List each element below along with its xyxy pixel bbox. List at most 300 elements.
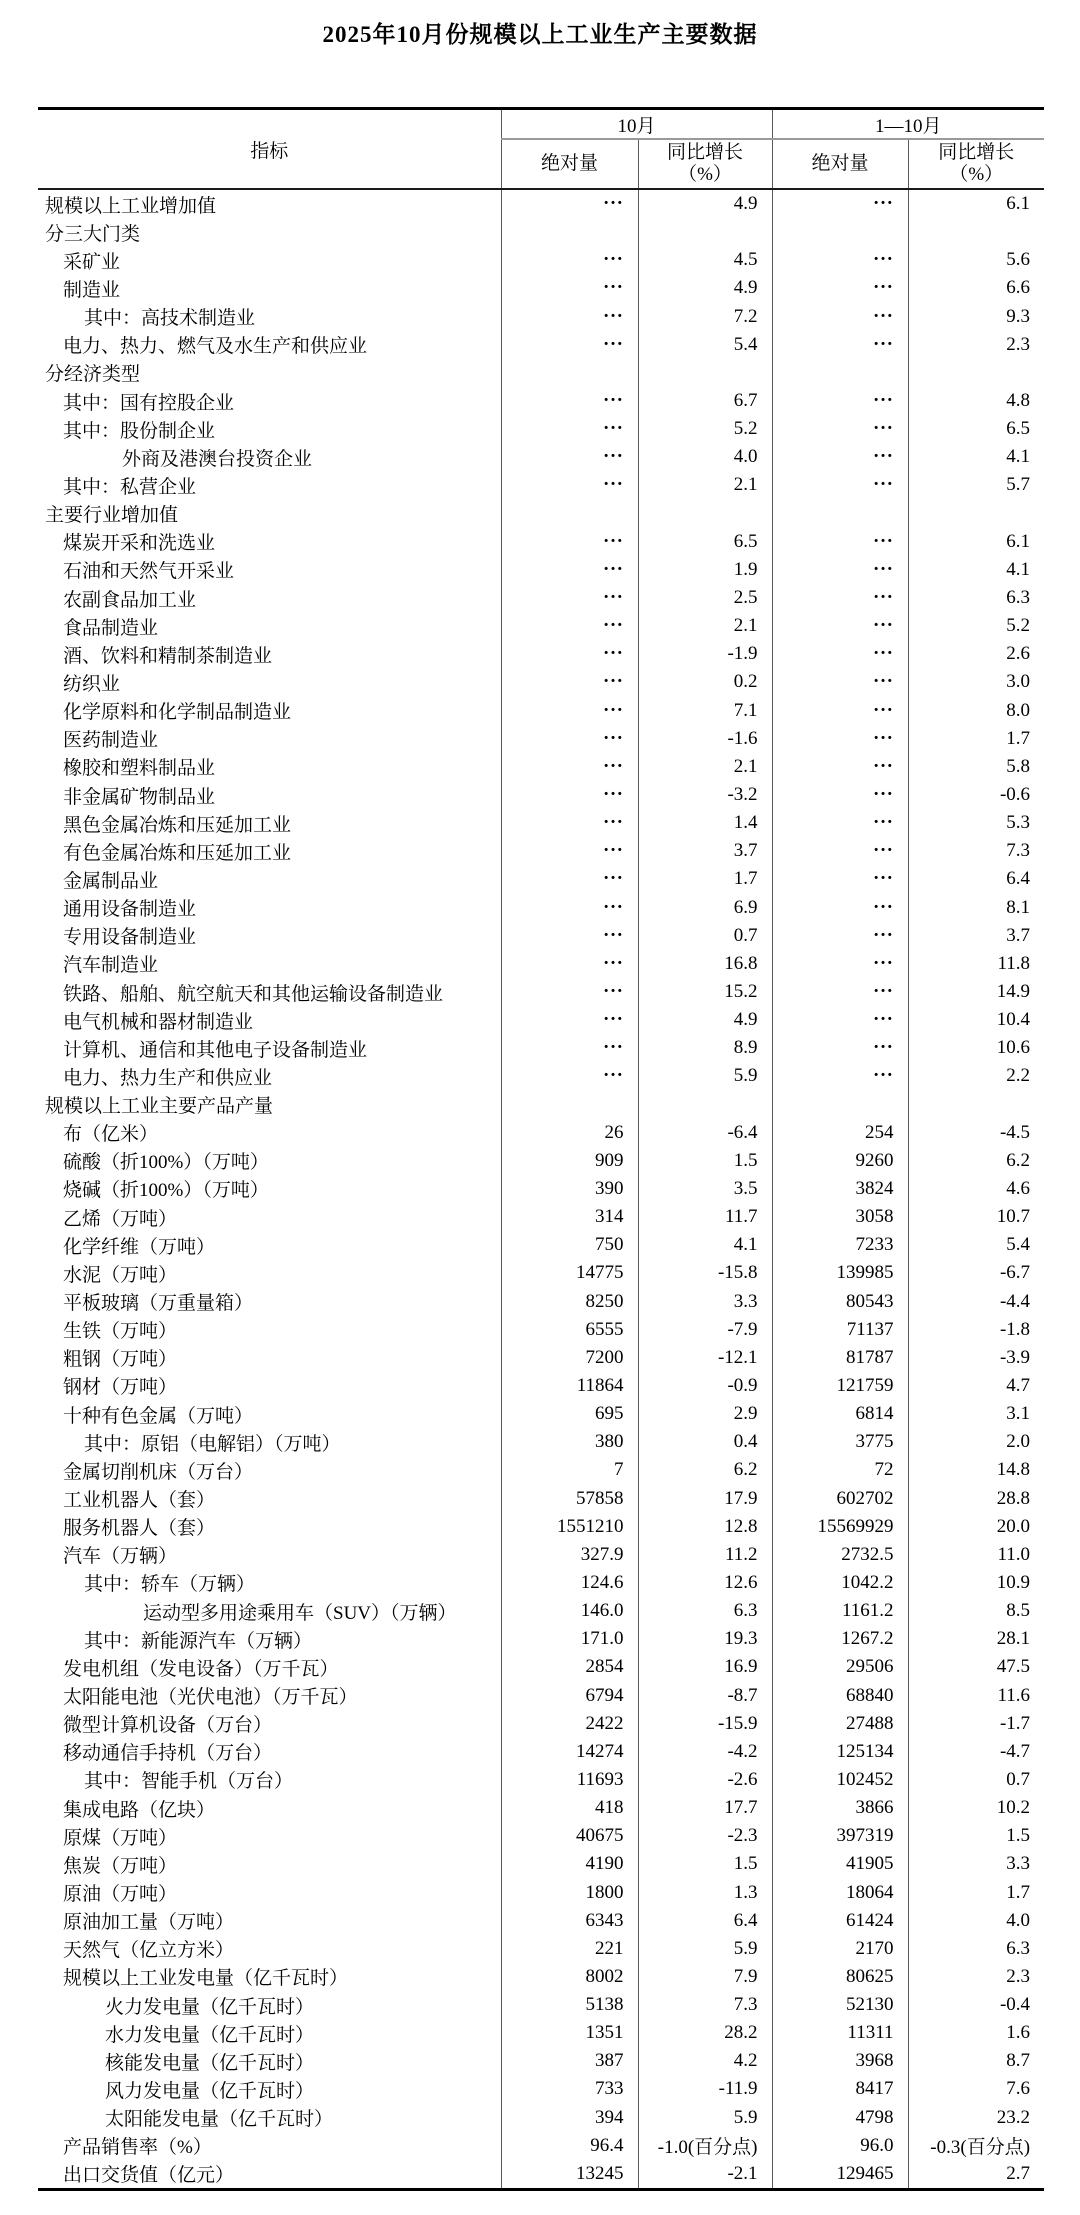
cell-value: 8.7 xyxy=(908,2047,1044,2075)
row-label: 服务机器人（套） xyxy=(63,1518,216,1540)
cell-value: ··· xyxy=(772,387,908,415)
table-row xyxy=(38,2019,1044,2047)
cell-value: 8250 xyxy=(501,1287,638,1315)
cell-value: ··· xyxy=(772,837,908,865)
cell-value: 80543 xyxy=(772,1287,908,1315)
cell-value: 47.5 xyxy=(908,1653,1044,1681)
cell-value: 8.9 xyxy=(638,1034,772,1062)
cell-value xyxy=(772,500,908,528)
cell-value: -8.7 xyxy=(638,1681,772,1709)
cell-value: 10.4 xyxy=(908,1006,1044,1034)
cell-value: ··· xyxy=(772,471,908,499)
row-label: 分经济类型 xyxy=(45,364,141,386)
table-row xyxy=(38,1513,1044,1541)
table-row xyxy=(38,612,1044,640)
row-label: 食品制造业 xyxy=(63,617,159,639)
cell-value: ··· xyxy=(501,781,638,809)
cell-value: 5.7 xyxy=(908,471,1044,499)
cell-value: 2422 xyxy=(501,1710,638,1738)
cell-value: 4.1 xyxy=(638,1231,772,1259)
cell-value: 387 xyxy=(501,2047,638,2075)
row-label: 金属制品业 xyxy=(63,870,159,892)
cell-value: -0.6 xyxy=(908,781,1044,809)
cell-value: -1.0(百分点) xyxy=(638,2132,772,2160)
cell-value: 146.0 xyxy=(501,1597,638,1625)
cell-value: 28.8 xyxy=(908,1484,1044,1512)
cell-value: 52130 xyxy=(772,1991,908,2019)
cell-value: ··· xyxy=(501,415,638,443)
table-row xyxy=(38,2132,1044,2160)
row-label: 水力发电量（亿千瓦时） xyxy=(105,2024,315,2046)
table-row xyxy=(38,1062,1044,1090)
cell-value: 7 xyxy=(501,1456,638,1484)
cell-value: ··· xyxy=(501,387,638,415)
cell-value: 2.1 xyxy=(638,753,772,781)
row-label: 风力发电量（亿千瓦时） xyxy=(105,2080,315,2102)
row-label: 煤炭开采和洗选业 xyxy=(63,533,216,555)
table-row xyxy=(38,303,1044,331)
table-header xyxy=(38,109,1044,190)
table-row xyxy=(38,950,1044,978)
cell-value: ··· xyxy=(501,894,638,922)
cell-value: ··· xyxy=(501,556,638,584)
cell-value: 8.1 xyxy=(908,894,1044,922)
row-label: 集成电路（亿块） xyxy=(63,1799,216,1821)
cell-value: 5138 xyxy=(501,1991,638,2019)
cell-value: 5.8 xyxy=(908,753,1044,781)
cell-value xyxy=(638,359,772,387)
cell-value: 7233 xyxy=(772,1231,908,1259)
cell-value: 7.1 xyxy=(638,697,772,725)
row-label: 原油加工量（万吨） xyxy=(63,1912,235,1934)
table-row xyxy=(38,1400,1044,1428)
table-row xyxy=(38,1259,1044,1287)
table-row xyxy=(38,2075,1044,2103)
row-label: 非金属矿物制品业 xyxy=(63,786,216,808)
cell-value: ··· xyxy=(772,922,908,950)
table-row xyxy=(38,1738,1044,1766)
cell-value: -0.3(百分点) xyxy=(908,2132,1044,2160)
cell-value xyxy=(908,218,1044,246)
row-label: 汽车制造业 xyxy=(63,955,159,977)
row-label: 乙烯（万吨） xyxy=(63,1208,178,1230)
row-label: 规模以上工业主要产品产量 xyxy=(45,1096,274,1118)
cell-value: ··· xyxy=(501,922,638,950)
header-indicator: 指标 xyxy=(38,109,501,190)
table-row xyxy=(38,189,1044,218)
row-label: 金属切削机床（万台） xyxy=(63,1461,254,1483)
row-label: 太阳能电池（光伏电池）（万千瓦） xyxy=(63,1687,358,1709)
cell-value: 7.9 xyxy=(638,1963,772,1991)
row-label: 十种有色金属（万吨） xyxy=(63,1405,254,1427)
row-label: 原油（万吨） xyxy=(63,1884,178,1905)
cell-value: -2.6 xyxy=(638,1766,772,1794)
cell-value: 2.5 xyxy=(638,584,772,612)
cell-value: 314 xyxy=(501,1203,638,1231)
row-label: 水泥（万吨） xyxy=(63,1264,178,1286)
table-row xyxy=(38,1907,1044,1935)
cell-value: 68840 xyxy=(772,1681,908,1709)
table-row xyxy=(38,218,1044,246)
cell-value: 1.3 xyxy=(638,1878,772,1906)
row-label: 外商及港澳台投资企业 xyxy=(122,448,313,470)
row-label: 其中：新能源汽车（万辆） xyxy=(84,1630,313,1652)
cell-value: 394 xyxy=(501,2104,638,2132)
row-label: 规模以上工业发电量（亿千瓦时） xyxy=(63,1968,349,1990)
cell-value: ··· xyxy=(772,697,908,725)
table-row xyxy=(38,1850,1044,1878)
cell-value: 2854 xyxy=(501,1653,638,1681)
row-label: 有色金属冶炼和压延加工业 xyxy=(63,842,292,864)
cell-value: 3968 xyxy=(772,2047,908,2075)
cell-value: 2.3 xyxy=(908,331,1044,359)
cell-value: 11.2 xyxy=(638,1541,772,1569)
cell-value: 4.1 xyxy=(908,443,1044,471)
cell-value: 3058 xyxy=(772,1203,908,1231)
cell-value: 221 xyxy=(501,1935,638,1963)
cell-value: 4.8 xyxy=(908,387,1044,415)
cell-value: 602702 xyxy=(772,1484,908,1512)
cell-value: ··· xyxy=(501,668,638,696)
cell-value: ··· xyxy=(501,443,638,471)
cell-value: -6.7 xyxy=(908,1259,1044,1287)
yoy-label-line1: 同比增长 xyxy=(938,142,1015,164)
cell-value: 6.1 xyxy=(908,528,1044,556)
cell-value: 6.4 xyxy=(908,865,1044,893)
cell-value: 750 xyxy=(501,1231,638,1259)
cell-value: -1.8 xyxy=(908,1316,1044,1344)
cell-value: 4190 xyxy=(501,1850,638,1878)
cell-value: 8417 xyxy=(772,2075,908,2103)
cell-value: -7.9 xyxy=(638,1316,772,1344)
table-row xyxy=(38,1991,1044,2019)
cell-value: ··· xyxy=(501,809,638,837)
row-label: 电力、热力、燃气及水生产和供应业 xyxy=(63,336,368,358)
cell-value: 61424 xyxy=(772,1907,908,1935)
cell-value: -2.3 xyxy=(638,1822,772,1850)
cell-value: 41905 xyxy=(772,1850,908,1878)
cell-value: ··· xyxy=(501,697,638,725)
cell-value: ··· xyxy=(501,640,638,668)
row-label: 移动通信手持机（万台） xyxy=(63,1743,273,1765)
row-label: 专用设备制造业 xyxy=(63,927,197,949)
cell-value: 171.0 xyxy=(501,1625,638,1653)
yoy-label-line2: （%） xyxy=(678,164,732,185)
cell-value: 6794 xyxy=(501,1681,638,1709)
row-label: 汽车（万辆） xyxy=(63,1546,178,1568)
table-row xyxy=(38,1625,1044,1653)
cell-value: 6.5 xyxy=(638,528,772,556)
cell-value: 6.3 xyxy=(638,1597,772,1625)
cell-value: ··· xyxy=(772,865,908,893)
cell-value: -3.9 xyxy=(908,1344,1044,1372)
row-label: 发电机组（发电设备）（万千瓦） xyxy=(63,1658,339,1680)
table-row xyxy=(38,2047,1044,2075)
table-row xyxy=(38,471,1044,499)
cell-value: 390 xyxy=(501,1175,638,1203)
cell-value: 12.8 xyxy=(638,1513,772,1541)
cell-value: 96.4 xyxy=(501,2132,638,2160)
cell-value: 3.1 xyxy=(908,1400,1044,1428)
cell-value: 3775 xyxy=(772,1428,908,1456)
cell-value: 4.0 xyxy=(908,1907,1044,1935)
table-row xyxy=(38,246,1044,274)
cell-value: 139985 xyxy=(772,1259,908,1287)
row-label: 产品销售率（%） xyxy=(63,2137,212,2159)
cell-value: ··· xyxy=(501,303,638,331)
cell-value: 26 xyxy=(501,1119,638,1147)
table-row xyxy=(38,725,1044,753)
cell-value xyxy=(772,359,908,387)
table-row xyxy=(38,1653,1044,1681)
cell-value: ··· xyxy=(501,1062,638,1090)
table-row xyxy=(38,1963,1044,1991)
cell-value: 10.2 xyxy=(908,1794,1044,1822)
cell-value: 1.9 xyxy=(638,556,772,584)
cell-value: 6.9 xyxy=(638,894,772,922)
row-label: 烧碱（折100%）（万吨） xyxy=(63,1180,269,1202)
cell-value: 327.9 xyxy=(501,1541,638,1569)
row-label: 酒、饮料和精制茶制造业 xyxy=(63,645,273,667)
cell-value: ··· xyxy=(501,584,638,612)
row-label: 分三大门类 xyxy=(45,223,141,245)
row-label: 运动型多用途乘用车（SUV）（万辆） xyxy=(143,1602,457,1624)
cell-value: 380 xyxy=(501,1428,638,1456)
cell-value: 27488 xyxy=(772,1710,908,1738)
cell-value: 4.5 xyxy=(638,246,772,274)
table-row xyxy=(38,781,1044,809)
cell-value: 11864 xyxy=(501,1372,638,1400)
cell-value: 3.7 xyxy=(638,837,772,865)
table-row xyxy=(38,1287,1044,1315)
cell-value: 733 xyxy=(501,2075,638,2103)
table-row xyxy=(38,1541,1044,1569)
cell-value: 4.7 xyxy=(908,1372,1044,1400)
yoy-label-line1: 同比增长 xyxy=(667,142,744,164)
cell-value: 4.9 xyxy=(638,274,772,302)
cell-value xyxy=(772,1091,908,1119)
cell-value: 0.7 xyxy=(908,1766,1044,1794)
cell-value: 254 xyxy=(772,1119,908,1147)
row-label: 其中：智能手机（万台） xyxy=(84,1771,294,1793)
cell-value: 13245 xyxy=(501,2160,638,2190)
cell-value: 5.9 xyxy=(638,2104,772,2132)
cell-value: ··· xyxy=(772,584,908,612)
table-row xyxy=(38,837,1044,865)
yoy-label-line2: （%） xyxy=(949,164,1004,185)
row-label: 其中：轿车（万辆） xyxy=(84,1574,256,1596)
cell-value: -15.8 xyxy=(638,1259,772,1287)
cell-value: 4798 xyxy=(772,2104,908,2132)
cell-value: -4.5 xyxy=(908,1119,1044,1147)
cell-value: 15.2 xyxy=(638,978,772,1006)
table-row xyxy=(38,1597,1044,1625)
cell-value: 4.1 xyxy=(908,556,1044,584)
table-row xyxy=(38,1569,1044,1597)
row-label: 纺织业 xyxy=(63,673,121,695)
cell-value: ··· xyxy=(772,894,908,922)
cell-value: 7.6 xyxy=(908,2075,1044,2103)
cell-value: 10.6 xyxy=(908,1034,1044,1062)
cell-value: -4.7 xyxy=(908,1738,1044,1766)
table-row xyxy=(38,922,1044,950)
cell-value: 3.3 xyxy=(638,1287,772,1315)
table-row xyxy=(38,1119,1044,1147)
row-label: 制造业 xyxy=(63,279,121,301)
cell-value: 4.2 xyxy=(638,2047,772,2075)
cell-value: 6.1 xyxy=(908,189,1044,218)
cell-value: 909 xyxy=(501,1147,638,1175)
cell-value: 1.7 xyxy=(908,1878,1044,1906)
row-label: 计算机、通信和其他电子设备制造业 xyxy=(63,1039,368,1061)
cell-value: 19.3 xyxy=(638,1625,772,1653)
cell-value: 5.9 xyxy=(638,1062,772,1090)
table-body xyxy=(38,189,1044,2189)
table-row xyxy=(38,274,1044,302)
cell-value: 3.5 xyxy=(638,1175,772,1203)
table-row xyxy=(38,640,1044,668)
cell-value: 14775 xyxy=(501,1259,638,1287)
row-label: 其中：股份制企业 xyxy=(63,420,216,442)
cell-value: 11.8 xyxy=(908,950,1044,978)
cell-value: ··· xyxy=(772,274,908,302)
cell-value: -11.9 xyxy=(638,2075,772,2103)
cell-value xyxy=(501,218,638,246)
table-row xyxy=(38,1203,1044,1231)
cell-value: ··· xyxy=(501,1034,638,1062)
cell-value: 7.3 xyxy=(638,1991,772,2019)
row-label: 钢材（万吨） xyxy=(63,1377,178,1399)
table-row xyxy=(38,1231,1044,1259)
cell-value: 418 xyxy=(501,1794,638,1822)
table-row xyxy=(38,584,1044,612)
cell-value: 2732.5 xyxy=(772,1541,908,1569)
cell-value: ··· xyxy=(772,331,908,359)
cell-value: 71137 xyxy=(772,1316,908,1344)
cell-value: ··· xyxy=(501,612,638,640)
cell-value: 1161.2 xyxy=(772,1597,908,1625)
row-label: 医药制造业 xyxy=(63,730,159,752)
table-row xyxy=(38,1344,1044,1372)
cell-value: ··· xyxy=(772,725,908,753)
table-row xyxy=(38,1456,1044,1484)
cell-value: 5.3 xyxy=(908,809,1044,837)
header-cumulative-group: 1—10月 xyxy=(772,109,1044,140)
row-label: 化学原料和化学制品制造业 xyxy=(63,702,292,724)
row-label: 硫酸（折100%）（万吨） xyxy=(63,1152,269,1174)
cell-value: 8.5 xyxy=(908,1597,1044,1625)
cell-value: ··· xyxy=(772,528,908,556)
row-label: 工业机器人（套） xyxy=(63,1490,216,1512)
cell-value: ··· xyxy=(772,809,908,837)
header-group-row xyxy=(38,109,1044,140)
cell-value: ··· xyxy=(772,246,908,274)
cell-value: ··· xyxy=(772,1034,908,1062)
table-row xyxy=(38,1175,1044,1203)
row-label: 电气机械和器材制造业 xyxy=(63,1011,254,1033)
cell-value: 6.4 xyxy=(638,1907,772,1935)
cell-value: 0.2 xyxy=(638,668,772,696)
header-cum-absolute: 绝对量 xyxy=(772,139,908,189)
table-row xyxy=(38,443,1044,471)
table-row xyxy=(38,415,1044,443)
cell-value: 18064 xyxy=(772,1878,908,1906)
cell-value: -15.9 xyxy=(638,1710,772,1738)
row-label: 天然气（亿立方米） xyxy=(63,1940,235,1962)
row-label: 生铁（万吨） xyxy=(63,1321,178,1343)
cell-value: 124.6 xyxy=(501,1569,638,1597)
table-row xyxy=(38,1710,1044,1738)
cell-value: ··· xyxy=(501,865,638,893)
cell-value: -1.9 xyxy=(638,640,772,668)
header-oct-absolute: 绝对量 xyxy=(501,139,638,189)
table-row xyxy=(38,894,1044,922)
row-label: 焦炭（万吨） xyxy=(63,1855,178,1877)
row-label: 其中：原铝（电解铝）（万吨） xyxy=(84,1433,341,1455)
cell-value xyxy=(501,359,638,387)
cell-value: ··· xyxy=(772,443,908,471)
cell-value: 6.2 xyxy=(638,1456,772,1484)
header-cum-yoy xyxy=(908,139,1044,189)
cell-value: ··· xyxy=(501,189,638,218)
cell-value: -1.7 xyxy=(908,1710,1044,1738)
cell-value: ··· xyxy=(501,331,638,359)
table-row xyxy=(38,978,1044,1006)
table-row xyxy=(38,1091,1044,1119)
cell-value: 1.7 xyxy=(908,725,1044,753)
cell-value: 72 xyxy=(772,1456,908,1484)
row-label: 核能发电量（亿千瓦时） xyxy=(105,2052,315,2074)
cell-value: 125134 xyxy=(772,1738,908,1766)
cell-value: 4.0 xyxy=(638,443,772,471)
cell-value: 7.2 xyxy=(638,303,772,331)
row-label: 电力、热力生产和供应业 xyxy=(63,1067,273,1089)
cell-value: 3866 xyxy=(772,1794,908,1822)
cell-value: 6343 xyxy=(501,1907,638,1935)
page-title: 2025年10月份规模以上工业生产主要数据 xyxy=(322,22,758,47)
cell-value: 1.6 xyxy=(908,2019,1044,2047)
cell-value: 5.2 xyxy=(908,612,1044,640)
cell-value xyxy=(772,218,908,246)
cell-value: ··· xyxy=(772,950,908,978)
cell-value: 3.7 xyxy=(908,922,1044,950)
table-row xyxy=(38,500,1044,528)
cell-value: 14.9 xyxy=(908,978,1044,1006)
cell-value: 17.9 xyxy=(638,1484,772,1512)
industrial-production-table xyxy=(38,107,1044,2191)
cell-value: ··· xyxy=(501,528,638,556)
row-label: 黑色金属冶炼和压延加工业 xyxy=(63,814,292,836)
cell-value: 695 xyxy=(501,1400,638,1428)
table-row xyxy=(38,1484,1044,1512)
cell-value: 6555 xyxy=(501,1316,638,1344)
row-label: 铁路、船舶、航空航天和其他运输设备制造业 xyxy=(63,983,444,1005)
cell-value: 1351 xyxy=(501,2019,638,2047)
cell-value: 2.0 xyxy=(908,1428,1044,1456)
cell-value: 16.9 xyxy=(638,1653,772,1681)
table-row xyxy=(38,1428,1044,1456)
cell-value: 29506 xyxy=(772,1653,908,1681)
cell-value: -6.4 xyxy=(638,1119,772,1147)
cell-value: ··· xyxy=(501,837,638,865)
cell-value: 80625 xyxy=(772,1963,908,1991)
cell-value: 96.0 xyxy=(772,2132,908,2160)
cell-value: 1.5 xyxy=(638,1147,772,1175)
cell-value: 4.9 xyxy=(638,1006,772,1034)
cell-value: ··· xyxy=(772,1006,908,1034)
cell-value xyxy=(638,1091,772,1119)
cell-value: 129465 xyxy=(772,2160,908,2190)
